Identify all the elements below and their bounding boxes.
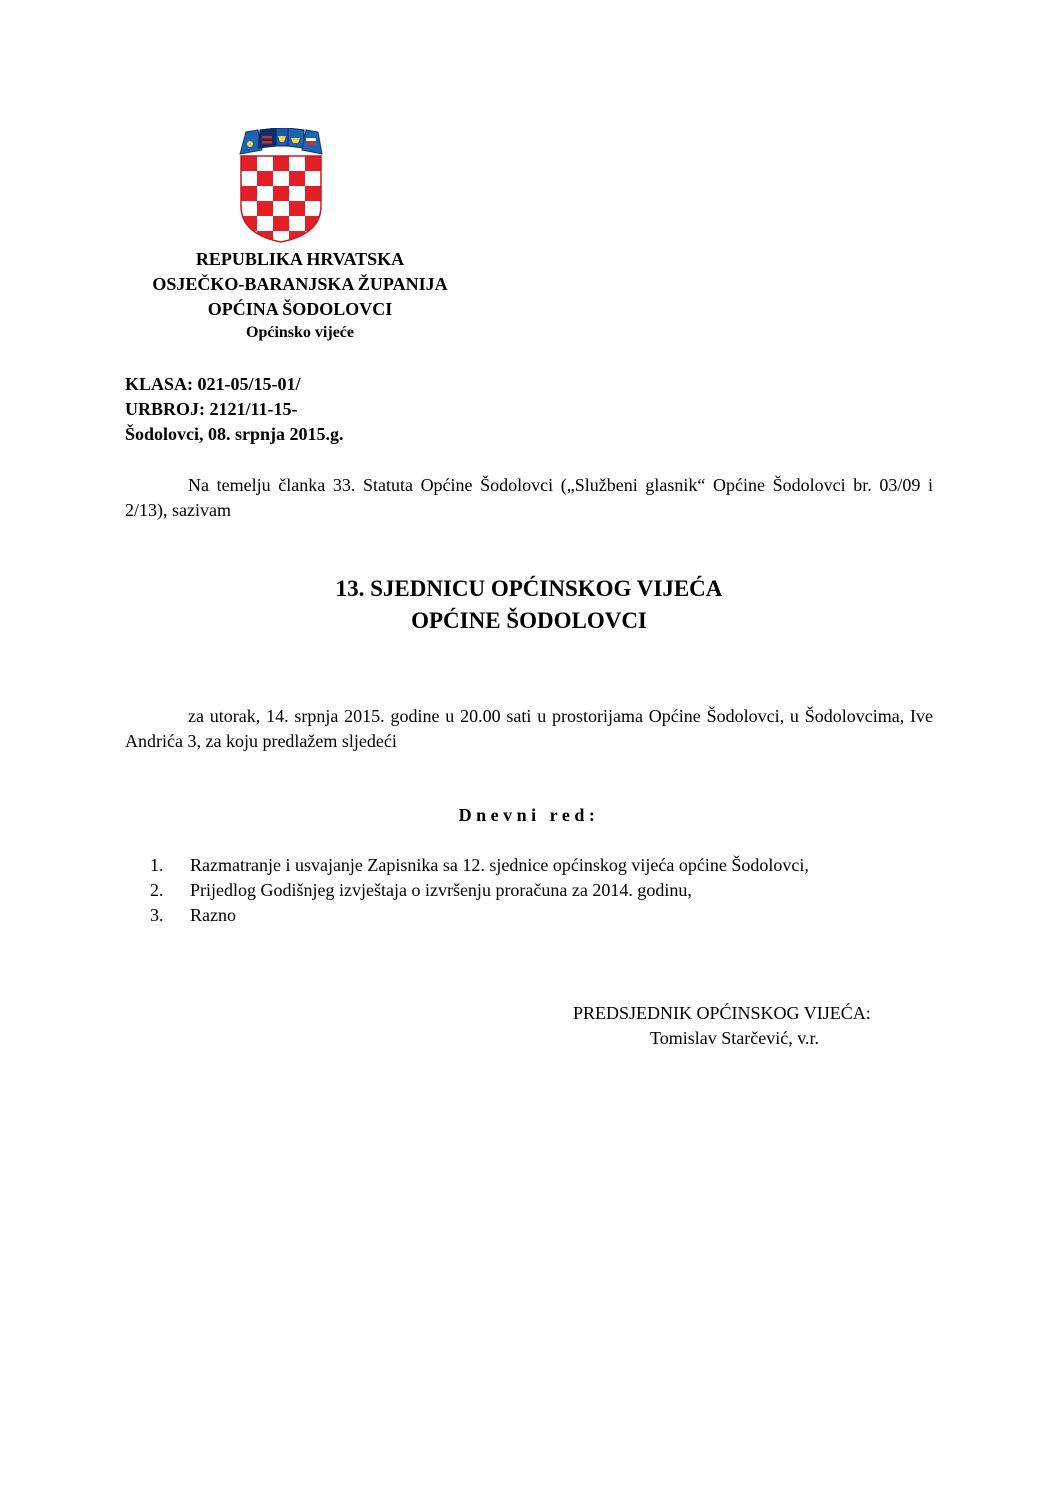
agenda-title: Dnevni red: bbox=[458, 805, 600, 825]
agenda-item-number: 2. bbox=[150, 880, 164, 900]
document-title: 13. SJEDNICU OPĆINSKOG VIJEĆA bbox=[335, 576, 723, 601]
signature-name: Tomislav Starčević, v.r. bbox=[650, 1028, 820, 1048]
agenda-item-text: Razmatranje i usvajanje Zapisnika sa 12. sjednice općinskog vijeća općine Šodolovci, bbox=[190, 855, 809, 875]
agenda-item-text: Razno bbox=[190, 905, 236, 925]
document-subtitle: OPĆINE ŠODOLOVCI bbox=[411, 608, 647, 633]
crown bbox=[240, 128, 322, 154]
place-date: Šodolovci, 08. srpnja 2015.g. bbox=[125, 424, 344, 444]
intro-text: Na temelju članka 33. Statuta Općine Šodolovci („Službeni glasnik“ Općine Šodolovci br. 03/09 i 2/13), sazivam bbox=[125, 475, 933, 520]
urbroj-number: URBROJ: 2121/11-15- bbox=[125, 399, 298, 419]
agenda-item-number: 3. bbox=[150, 905, 164, 925]
klasa-number: KLASA: 021-05/15-01/ bbox=[125, 374, 301, 394]
header-republic: REPUBLIKA HRVATSKA bbox=[195, 249, 405, 269]
intro-paragraph bbox=[125, 473, 933, 523]
agenda-item-text: Prijedlog Godišnjeg izvještaja o izvršenju proračuna za 2014. godinu, bbox=[190, 880, 692, 900]
coat-of-arms-icon bbox=[236, 128, 326, 244]
agenda-item bbox=[150, 880, 692, 901]
header-council: Općinsko vijeće bbox=[246, 324, 354, 341]
agenda-item bbox=[150, 905, 236, 926]
header-municipality: OPĆINA ŠODOLOVCI bbox=[207, 299, 393, 319]
agenda-item bbox=[150, 855, 809, 876]
header-county: OSJEČKO-BARANJSKA ŽUPANIJA bbox=[152, 274, 448, 294]
meeting-text: za utorak, 14. srpnja 2015. godine u 20.00 sati u prostorijama Općine Šodolovci, u Šodolovcima, Ive Andrića 3, za koju predlažem sljedeći bbox=[125, 706, 933, 751]
meeting-paragraph bbox=[125, 704, 933, 754]
agenda-item-number: 1. bbox=[150, 855, 164, 875]
signature-title: PREDSJEDNIK OPĆINSKOG VIJEĆA: bbox=[573, 1003, 871, 1023]
